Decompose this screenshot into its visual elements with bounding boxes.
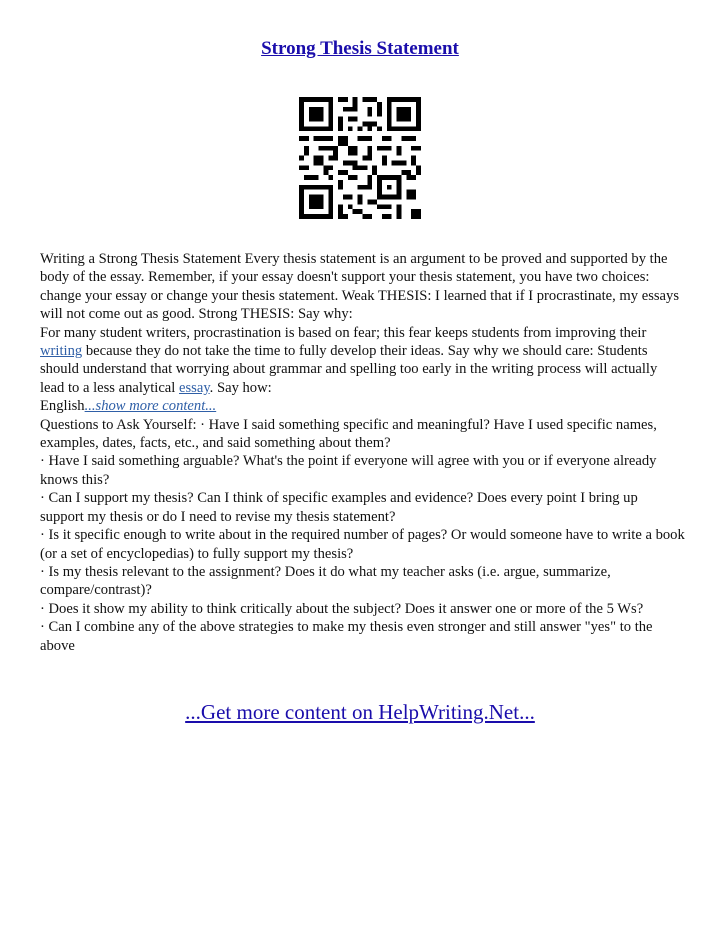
question-4: · Is it specific enough to write about in the required number of pages? Or would someone have to write a book (or a set of encyclopedias) to fully support my thesis?: [40, 527, 685, 562]
question-6: · Does it show my ability to think critically about the subject? Does it answer one or more of the 5 Ws?: [40, 600, 644, 617]
intro-paragraph: Writing a Strong Thesis Statement Every thesis statement is an argument to be proved and supported by the body of the essay. Remember, if your essay doesn't support your thesis statement, you have two choices: change your essay or change your thesis statement. Weak THESIS: I learned that if I procrastinate, my essays will not come out as good. Strong THESIS: Say why:: [40, 251, 680, 323]
question-5: · Is my thesis relevant to the assignment? Does it do what my teacher asks (i.e. argue, summarize, compare/contrast)?: [40, 563, 611, 599]
document-title-link[interactable]: Strong Thesis Statement: [261, 38, 459, 59]
procrastination-paragraph: [40, 324, 685, 398]
question-7: · Can I combine any of the above strategies to make my thesis even stronger and still answer "yes" to the above: [40, 619, 653, 654]
text-segment: English: [40, 398, 85, 415]
english-line: [40, 397, 685, 415]
question-1: Questions to Ask Yourself: · Have I said something specific and meaningful? Have I used specific names, examples, dates, facts, etc., and said something about them?: [40, 416, 657, 452]
document-body: [40, 250, 685, 655]
question-3: · Can I support my thesis? Can I think of specific examples and evidence? Does every point I bring up support my thesis or do I need to revise my thesis statement?: [40, 490, 638, 525]
text-segment: because they do not take the time to fully develop their ideas. Say why we should care: Students should understand that worrying about grammar and spelling too early in the writing process will actually lead to a less analytical: [40, 343, 658, 396]
qr-code-icon: [299, 97, 421, 219]
show-more-content-link[interactable]: ...show more content...: [84, 398, 217, 415]
writing-link[interactable]: writing: [40, 343, 83, 360]
text-segment: . Say how:: [209, 379, 272, 396]
essay-link[interactable]: essay: [179, 379, 210, 396]
question-2: · Have I said something arguable? What's the point if everyone will agree with you or if everyone already knows this?: [40, 453, 657, 488]
get-more-content-link[interactable]: ...Get more content on HelpWriting.Net...: [185, 700, 535, 724]
text-segment: For many student writers, procrastination is based on fear; this fear keeps students from improving their: [40, 324, 647, 341]
